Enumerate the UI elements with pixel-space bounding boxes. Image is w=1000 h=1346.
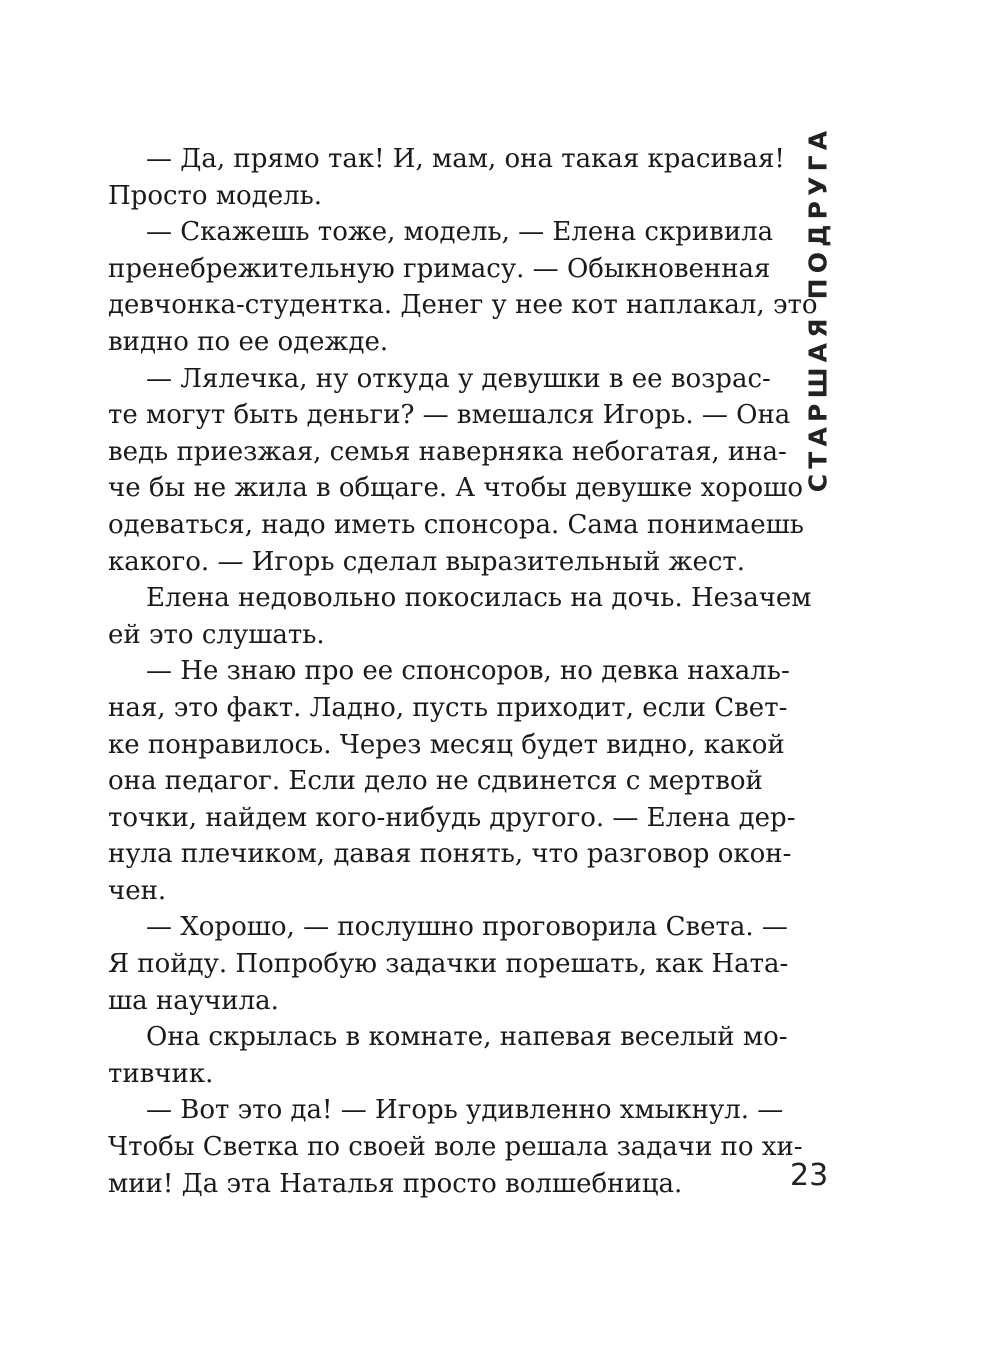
- text-line: она педагог. Если дело не сдвинется с мертвой: [108, 766, 763, 797]
- text-line: одеваться, надо иметь спонсора. Сама понимаешь: [108, 509, 804, 540]
- text-line: — Да, прямо так! И, мам, она такая красивая!: [146, 144, 785, 174]
- text-line: девчонка-студентка. Денег у нее кот наплакал, это: [108, 290, 818, 321]
- text-line: — Хорошо, — послушно проговорила Света. —: [146, 912, 788, 943]
- text-line: че бы не жила в общаге. А чтобы девушке хорошо: [108, 473, 804, 504]
- text-line: точки, найдем кого-нибудь другого. — Елена дер-: [108, 802, 796, 833]
- text-line: какого. — Игорь сделал выразительный жест.: [108, 546, 746, 577]
- page-number: 23: [790, 1158, 829, 1193]
- text-line: Она скрылась в комнате, напевая веселый мо-: [146, 1022, 788, 1053]
- text-line: пренебрежительную гримасу. — Обыкновенная: [108, 253, 771, 284]
- text-line: видно по ее одежде.: [108, 326, 389, 357]
- running-title: [780, 125, 856, 493]
- text-line: — Скажешь тоже, модель, — Елена скривила: [146, 217, 774, 248]
- text-line: Елена недовольно покосилась на дочь. Незачем: [146, 583, 812, 614]
- text-line: нула плечиком, давая понять, что разговор окон-: [108, 839, 792, 870]
- text-line: ная, это факт. Ладно, пусть приходит, если Свет-: [108, 692, 788, 723]
- text-line: чен.: [108, 875, 167, 906]
- text-line: — Не знаю про ее спонсоров, но девка нахаль-: [146, 656, 790, 687]
- text-line: ведь приезжая, семья наверняка небогатая, ина-: [108, 436, 787, 467]
- text-line: — Вот это да! — Игорь удивленно хмыкнул. —: [146, 1095, 784, 1126]
- text-line: ке понравилось. Через месяц будет видно, какой: [108, 729, 785, 760]
- text-line: Чтобы Светка по своей воле решала задачи по хи-: [108, 1132, 803, 1163]
- text-line: Просто модель.: [108, 180, 323, 211]
- text-line: Я пойду. Попробую задачки порешать, как Ната-: [108, 949, 789, 980]
- text-line: — Лялечка, ну откуда у девушки в ее возрас-: [146, 363, 771, 394]
- text-line: ей это слушать.: [108, 619, 325, 650]
- text-line: те могут быть деньги? — вмешался Игорь. — Она: [108, 400, 791, 431]
- text-line: мии! Да эта Наталья просто волшебница.: [108, 1168, 683, 1199]
- text-line: тивчик.: [108, 1058, 214, 1089]
- running-title-text: СТАРШАЯ ПОДРУГА: [803, 125, 833, 493]
- text-line: ша научила.: [108, 985, 279, 1016]
